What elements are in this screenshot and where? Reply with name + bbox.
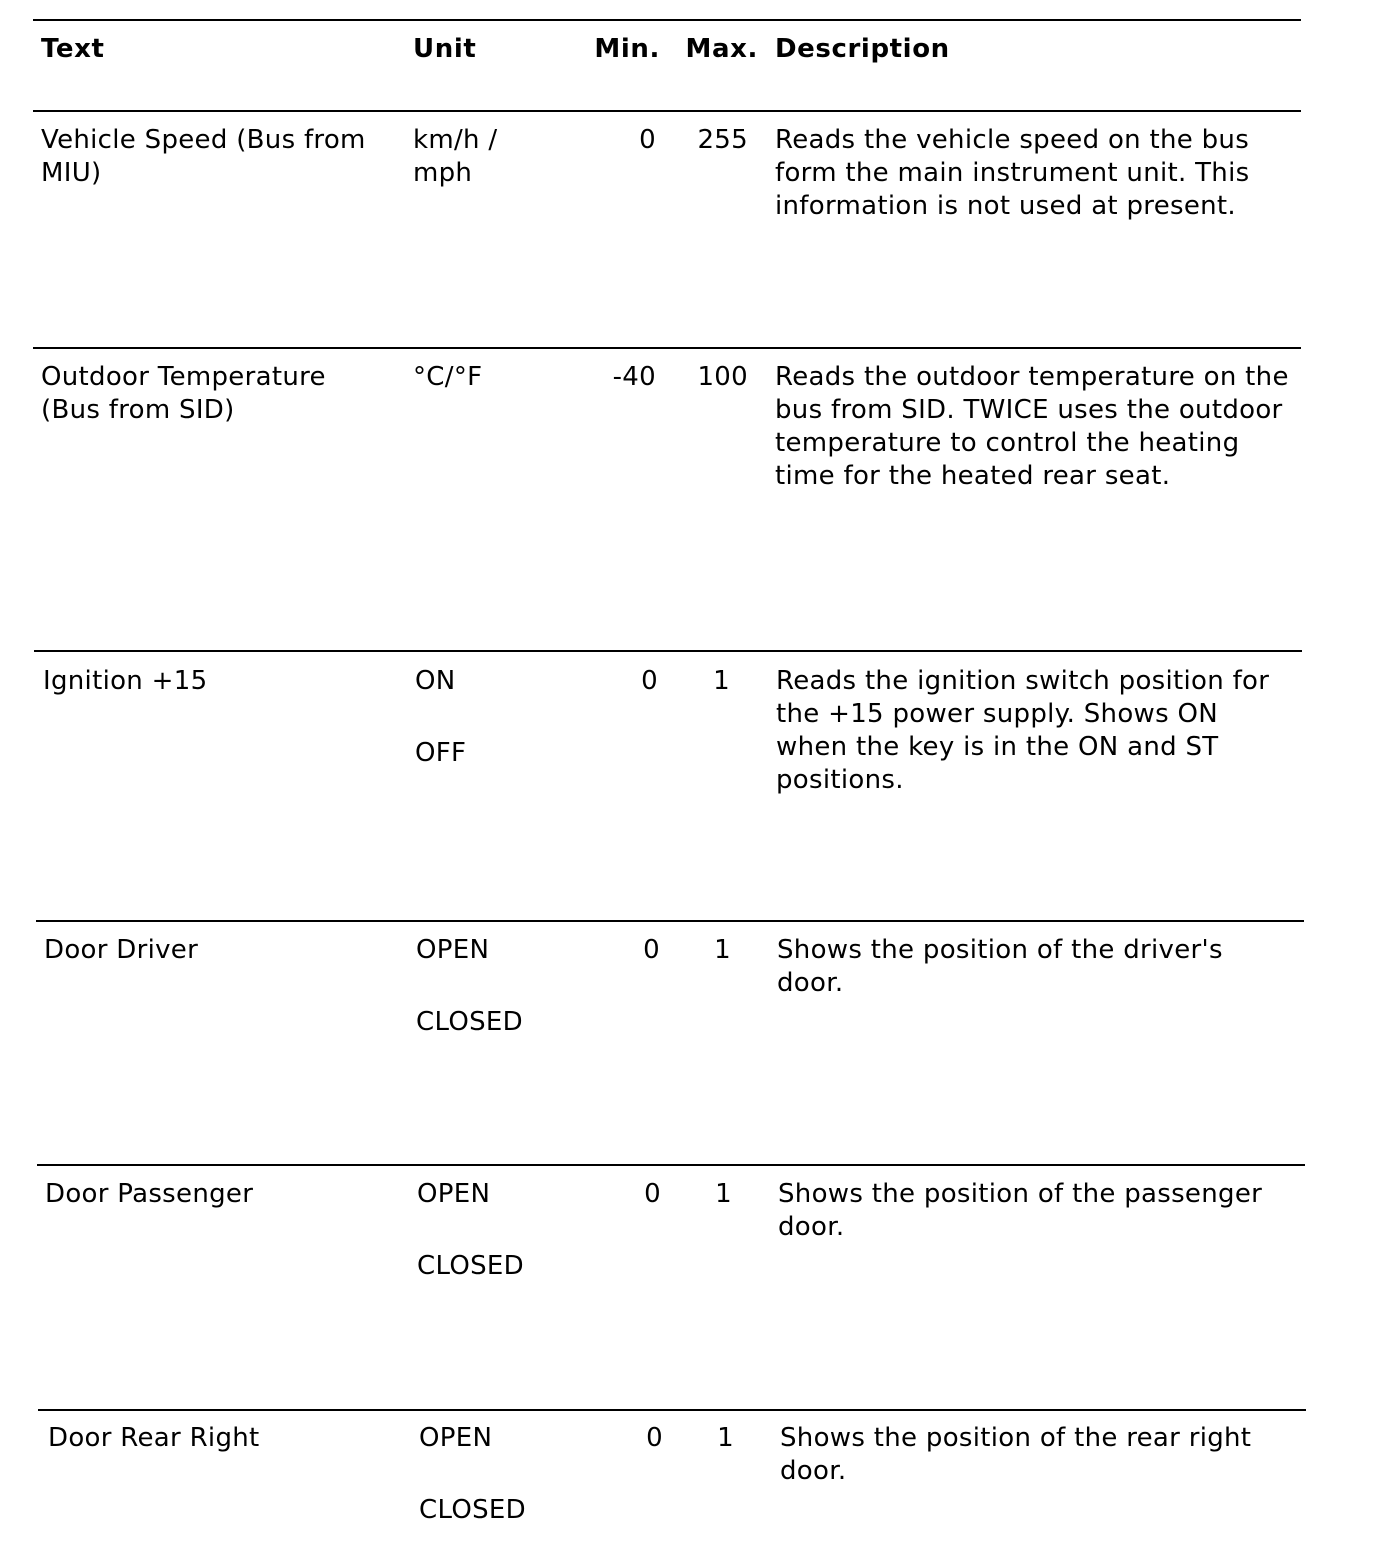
unit-line: OPEN [416,935,490,965]
row-max: 1 [715,1179,732,1209]
row-text: Outdoor Temperature (Bus from SID) [41,362,326,425]
unit-line: OFF [415,738,467,768]
row-max: 1 [713,666,730,696]
row-max: 1 [717,1423,734,1453]
unit-line: °C/°F [413,362,483,392]
unit-line: CLOSED [419,1495,526,1525]
row-description: Reads the ignition switch position for the +15 power supply. Shows ON when the key is in the ON and ST positions. [776,666,1270,795]
row-unit [413,124,583,190]
unit-line: CLOSED [417,1251,524,1281]
row-text: Vehicle Speed (Bus from MIU) [41,125,366,188]
row-unit [419,1422,589,1527]
row-max: 100 [697,362,748,392]
header-description: Description [775,34,950,64]
unit-line: OPEN [419,1423,493,1453]
header-max: Max. [685,34,758,64]
row-divider [34,650,1302,652]
row-min: 0 [646,1423,663,1453]
row-unit [416,934,586,1039]
row-text: Ignition +15 [43,666,208,696]
row-min: 0 [639,125,656,155]
row-text: Door Rear Right [48,1423,260,1453]
row-min: -40 [612,362,656,392]
header-bottom-rule [33,110,1301,112]
row-description: Reads the vehicle speed on the bus form the main instrument unit. This information is not used at present. [775,125,1250,221]
header-min: Min. [594,34,660,64]
header-text: Text [41,34,105,64]
row-description: Reads the outdoor temperature on the bus from SID. TWICE uses the outdoor temperature to control the heating time for the heated rear seat. [775,362,1289,491]
row-description: Shows the position of the driver's door. [777,935,1223,998]
table-top-rule [33,19,1301,21]
row-divider [37,1164,1305,1166]
row-max: 1 [714,935,731,965]
unit-line: OPEN [417,1179,491,1209]
unit-line: km/h / [413,125,498,155]
unit-line: mph [413,158,473,188]
row-unit [415,665,585,770]
row-description: Shows the position of the passenger door. [778,1179,1263,1242]
row-min: 0 [641,666,658,696]
row-max: 255 [697,125,748,155]
row-divider [36,920,1304,922]
row-description: Shows the position of the rear right door. [780,1423,1252,1486]
header-unit: Unit [413,34,477,64]
unit-line: CLOSED [416,1007,523,1037]
unit-line: ON [415,666,456,696]
row-min: 0 [644,1179,661,1209]
row-text: Door Driver [44,935,199,965]
row-unit [417,1178,587,1283]
row-min: 0 [643,935,660,965]
row-divider [38,1409,1306,1411]
row-unit [413,361,583,394]
row-text: Door Passenger [45,1179,254,1209]
row-divider [33,347,1301,349]
